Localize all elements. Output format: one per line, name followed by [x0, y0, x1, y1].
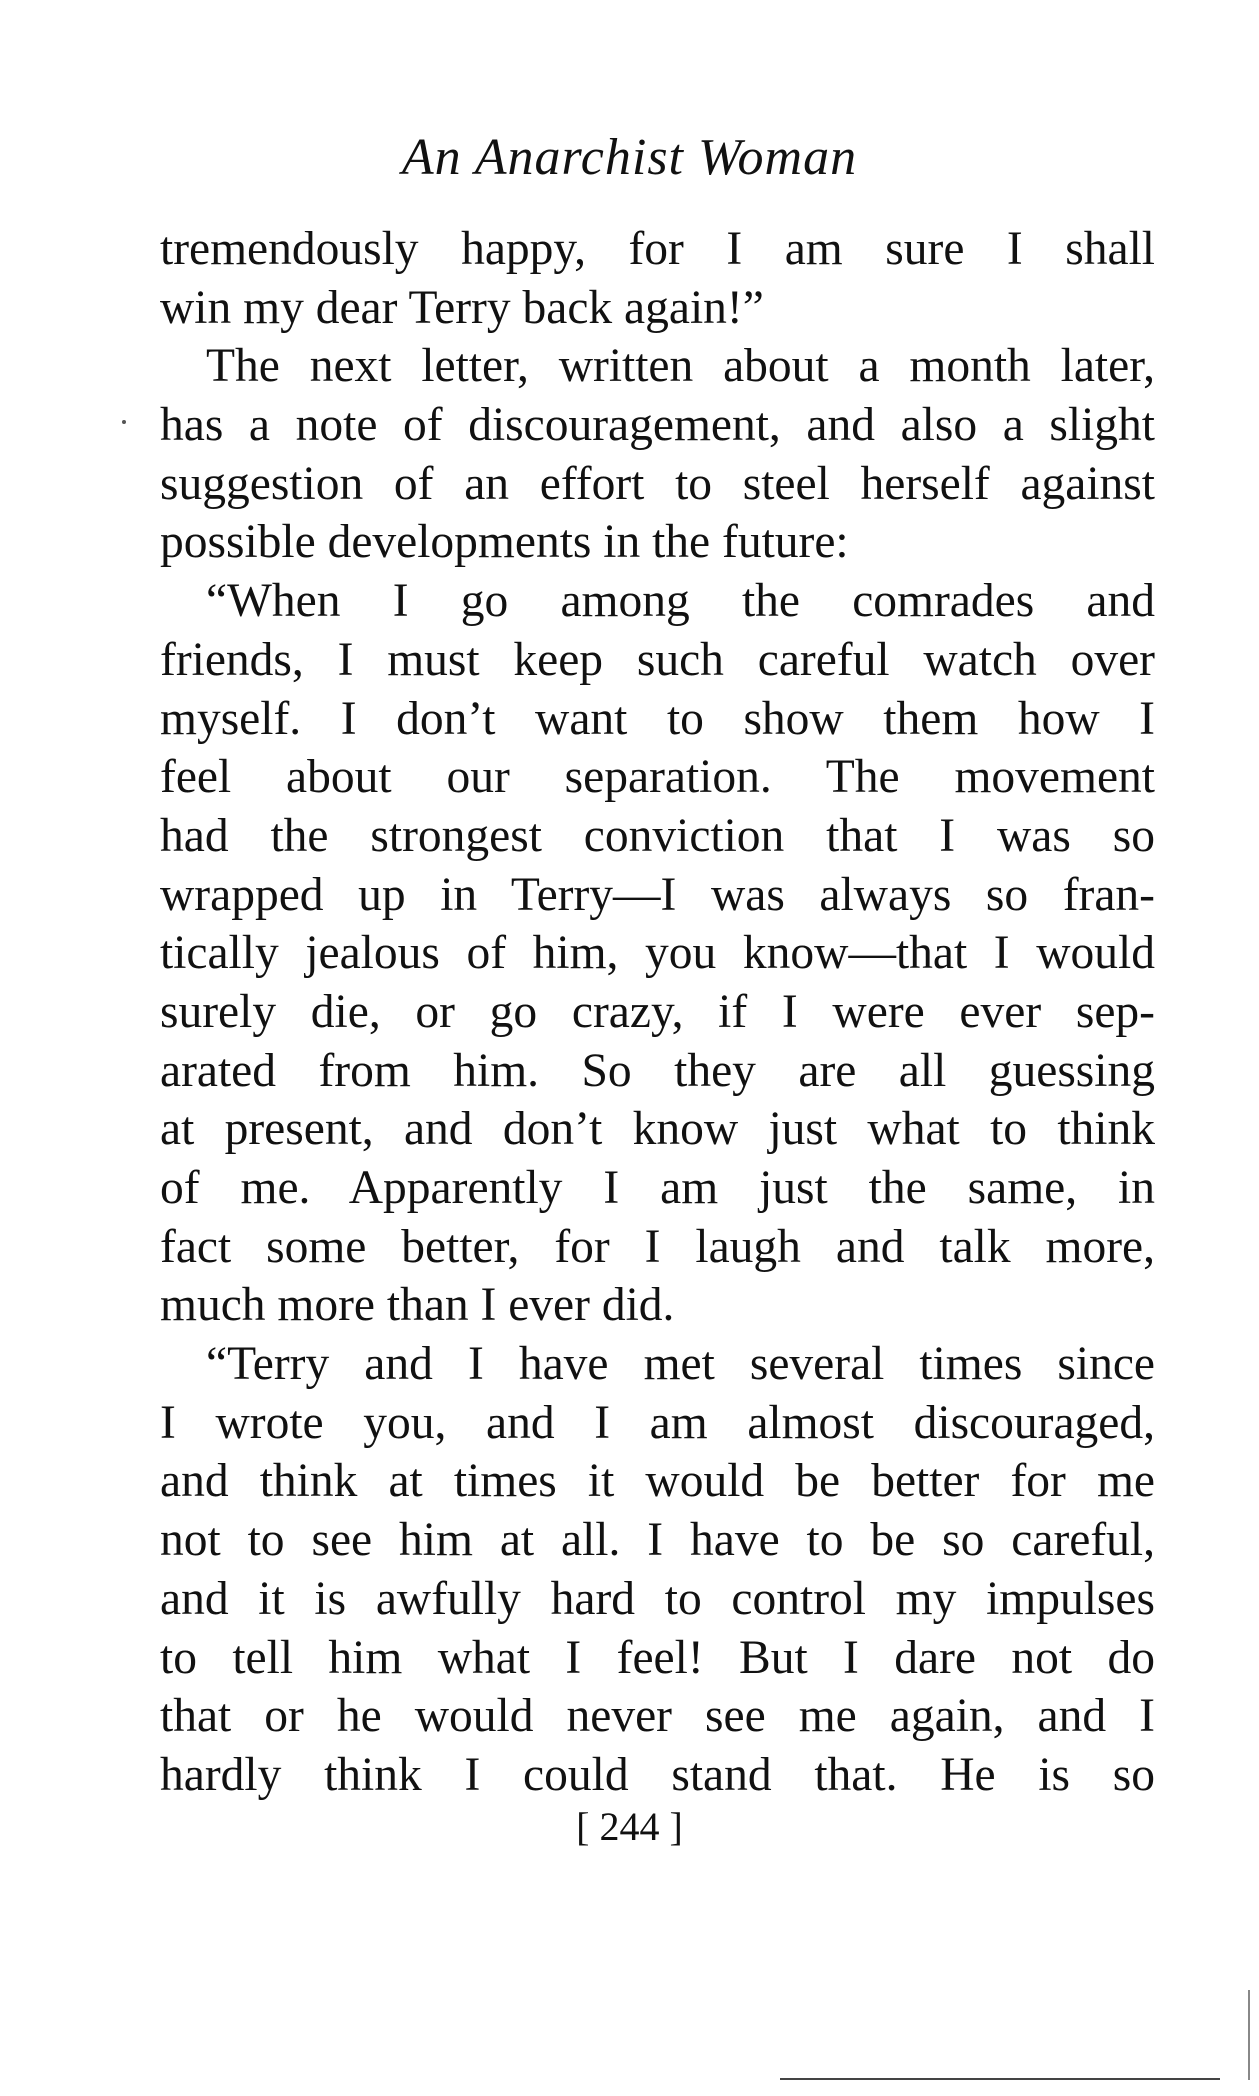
text-line: tremendously happy, for I am sure I shall [160, 223, 1155, 275]
text-line: to tell him what I feel! But I dare not do [160, 1631, 1155, 1684]
text-line: “Terry and I have met several times since [206, 1338, 1155, 1391]
text-line: of me. Apparently I am just the same, in [160, 1162, 1155, 1214]
page-edge-line [780, 2078, 1220, 2080]
scan-speck [122, 420, 126, 424]
text-line: win my dear Terry back again!” [160, 281, 764, 334]
body-text [160, 220, 1155, 1805]
text-line: The next letter, written about a month later, [206, 340, 1155, 393]
text-line: that or he would never see me again, and I [160, 1690, 1155, 1743]
text-line: hardly think I could stand that. He is so [160, 1748, 1155, 1801]
text-line: myself. I don’t want to show them how I [160, 692, 1155, 745]
page-number: [ 244 ] [576, 1804, 683, 1849]
page-edge-shadow [1248, 1990, 1250, 2080]
text-line: tically jealous of him, you know—that I would [160, 927, 1155, 980]
text-line: and think at times it would be better for me [160, 1455, 1155, 1508]
text-line: much more than I ever did. [160, 1279, 675, 1332]
text-line: possible developments in the future: [160, 516, 849, 569]
text-line: suggestion of an effort to steel herself against [160, 457, 1155, 510]
running-title: An Anarchist Woman [401, 129, 858, 186]
text-line: not to see him at all. I have to be so careful, [160, 1514, 1155, 1567]
text-line: I wrote you, and I am almost discouraged, [160, 1396, 1155, 1449]
text-line: had the strongest conviction that I was so [160, 809, 1155, 862]
text-line: “When I go among the comrades and [206, 575, 1155, 628]
text-line: surely die, or go crazy, if I were ever sep- [160, 985, 1155, 1038]
text-line: friends, I must keep such careful watch over [160, 633, 1155, 686]
text-line: feel about our separation. The movement [160, 751, 1155, 804]
text-line: has a note of discouragement, and also a slight [160, 399, 1155, 452]
text-line: arated from him. So they are all guessing [160, 1044, 1155, 1097]
text-line: and it is awfully hard to control my impulses [160, 1572, 1155, 1625]
text-line: wrapped up in Terry—I was always so fran- [160, 868, 1155, 921]
text-line: fact some better, for I laugh and talk more, [160, 1220, 1155, 1273]
text-line: at present, and don’t know just what to think [160, 1103, 1155, 1156]
